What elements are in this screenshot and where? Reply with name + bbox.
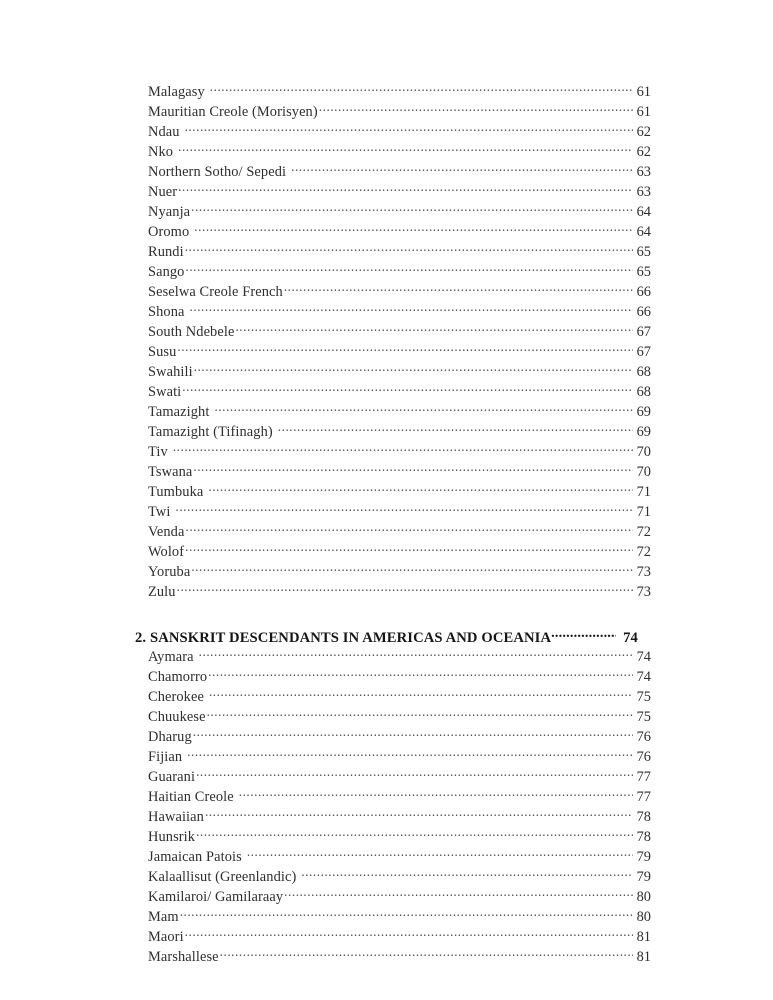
- page-number: 62: [636, 144, 651, 160]
- entry-title: Chamorro: [148, 669, 208, 685]
- toc-entry[interactable]: [135, 482, 651, 502]
- dot-leader: [319, 102, 633, 116]
- dot-leader: [194, 222, 633, 236]
- toc-entry[interactable]: [135, 522, 651, 542]
- entry-title: Tumbuka: [148, 484, 204, 500]
- page-number: 81: [636, 949, 651, 965]
- toc-entry[interactable]: [135, 707, 651, 727]
- toc-entry[interactable]: [135, 442, 651, 462]
- dot-leader: [239, 787, 633, 801]
- entry-title: Yoruba: [148, 564, 191, 580]
- page-number: 77: [636, 769, 651, 785]
- toc-entry[interactable]: [135, 422, 651, 442]
- dot-leader: [180, 907, 633, 921]
- dot-leader: [185, 262, 633, 276]
- dot-leader: [301, 867, 633, 881]
- toc-entry[interactable]: [135, 502, 651, 522]
- dot-leader: [173, 442, 633, 456]
- entry-title: Fijian: [148, 749, 183, 765]
- page-number: 72: [636, 524, 651, 540]
- dot-leader: [205, 807, 633, 821]
- page-number: 63: [636, 184, 651, 200]
- dot-leader: [185, 242, 633, 256]
- toc-entry[interactable]: [135, 927, 651, 947]
- entry-title: Mam: [148, 909, 179, 925]
- toc-entry[interactable]: [135, 867, 651, 887]
- entry-title: Oromo: [148, 224, 190, 240]
- page-number: 65: [636, 264, 651, 280]
- page-number: 61: [636, 84, 651, 100]
- toc-entry[interactable]: [135, 262, 651, 282]
- dot-leader: [185, 542, 633, 556]
- dot-leader: [177, 342, 633, 356]
- toc-entry[interactable]: [135, 687, 651, 707]
- entry-title: Swati: [148, 384, 182, 400]
- toc-entry[interactable]: [135, 362, 651, 382]
- page-number: 69: [636, 404, 651, 420]
- page-number: 71: [636, 504, 651, 520]
- toc-entry[interactable]: [135, 907, 651, 927]
- dot-leader: [278, 422, 633, 436]
- toc-entry[interactable]: [135, 402, 651, 422]
- entry-title: Maori: [148, 929, 184, 945]
- toc-section-heading[interactable]: [135, 627, 638, 647]
- dot-leader: [284, 887, 633, 901]
- toc-entry[interactable]: [135, 667, 651, 687]
- page-number: 73: [636, 564, 651, 580]
- entry-title: Tswana: [148, 464, 193, 480]
- entry-title: Chuukese: [148, 709, 206, 725]
- dot-leader: [178, 182, 633, 196]
- entry-title: Hawaiian: [148, 809, 204, 825]
- page-number: 64: [636, 204, 651, 220]
- dot-leader: [214, 402, 633, 416]
- dot-leader: [284, 282, 633, 296]
- toc-entry[interactable]: [135, 747, 651, 767]
- entry-title: Wolof: [148, 544, 185, 560]
- entry-title: Susu: [148, 344, 177, 360]
- toc-entry[interactable]: [135, 767, 651, 787]
- page-number: 78: [636, 809, 651, 825]
- entry-title: Shona: [148, 304, 185, 320]
- entry-title: Sango: [148, 264, 185, 280]
- toc-entry[interactable]: [135, 827, 651, 847]
- entry-title: Guarani: [148, 769, 196, 785]
- entry-title: Twi: [148, 504, 171, 520]
- entry-title: Swahili: [148, 364, 193, 380]
- toc-entry[interactable]: [135, 222, 651, 242]
- toc-entry[interactable]: [135, 122, 651, 142]
- page-number: 67: [636, 344, 651, 360]
- toc-entry[interactable]: [135, 582, 651, 602]
- dot-leader: [175, 502, 633, 516]
- page-number: 61: [636, 104, 651, 120]
- toc-entry[interactable]: [135, 807, 651, 827]
- toc-entry[interactable]: [135, 302, 651, 322]
- page-number: 74: [623, 630, 638, 646]
- entry-title: South Ndebele: [148, 324, 235, 340]
- page-number: 74: [636, 649, 651, 665]
- toc-entry[interactable]: [135, 887, 651, 907]
- page-number: 75: [636, 689, 651, 705]
- dot-leader: [178, 142, 633, 156]
- entry-title: Northern Sotho/ Sepedi: [148, 164, 287, 180]
- toc-entry[interactable]: [135, 142, 651, 162]
- page-number: 73: [636, 584, 651, 600]
- entry-title: Aymara: [148, 649, 194, 665]
- toc-entry[interactable]: [135, 947, 651, 967]
- page-number: 72: [636, 544, 651, 560]
- page-number: 66: [636, 284, 651, 300]
- dot-leader: [194, 362, 633, 376]
- dot-leader: [220, 947, 633, 961]
- page-number: 70: [636, 464, 651, 480]
- dot-leader: [185, 122, 633, 136]
- page-number: 81: [636, 929, 651, 945]
- dot-leader: [193, 462, 633, 476]
- table-of-contents: [135, 82, 651, 967]
- toc-entry[interactable]: [135, 382, 651, 402]
- dot-leader: [210, 82, 633, 96]
- toc-entry[interactable]: [135, 342, 651, 362]
- page-number: 68: [636, 384, 651, 400]
- page-number: 75: [636, 709, 651, 725]
- page-number: 76: [636, 749, 651, 765]
- page-number: 69: [636, 424, 651, 440]
- page-number: 79: [636, 869, 651, 885]
- entry-title: Dharug: [148, 729, 192, 745]
- section-heading-title: 2. SANSKRIT DESCENDANTS IN AMERICAS AND OCEANIA: [135, 630, 552, 646]
- entry-title: Marshallese: [148, 949, 219, 965]
- dot-leader: [185, 522, 633, 536]
- toc-entry[interactable]: [135, 102, 651, 122]
- dot-leader: [193, 727, 633, 741]
- entry-title: Nuer: [148, 184, 178, 200]
- dot-leader: [177, 582, 633, 596]
- toc-entry[interactable]: [135, 542, 651, 562]
- toc-entry[interactable]: [135, 202, 651, 222]
- page-number: 78: [636, 829, 651, 845]
- dot-leader: [291, 162, 633, 176]
- entry-title: Kalaallisut (Greenlandic): [148, 869, 297, 885]
- dot-leader: [191, 202, 633, 216]
- page-number: 74: [636, 669, 651, 685]
- entry-title: Zulu: [148, 584, 176, 600]
- entry-title: Kamilaroi/ Gamilaraay: [148, 889, 284, 905]
- entry-title: Mauritian Creole (Morisyen): [148, 104, 318, 120]
- toc-entry[interactable]: [135, 82, 651, 102]
- page-number: 63: [636, 164, 651, 180]
- dot-leader: [207, 707, 633, 721]
- dot-leader: [187, 747, 633, 761]
- toc-entry[interactable]: [135, 242, 651, 262]
- toc-entry[interactable]: [135, 282, 651, 302]
- toc-entry[interactable]: [135, 727, 651, 747]
- page-number: 71: [636, 484, 651, 500]
- page-number: 80: [636, 909, 651, 925]
- page-number: 79: [636, 849, 651, 865]
- toc-entry[interactable]: [135, 562, 651, 582]
- dot-leader: [196, 767, 633, 781]
- dot-leader: [199, 647, 633, 661]
- toc-entry[interactable]: [135, 787, 651, 807]
- dot-leader: [191, 562, 633, 576]
- toc-entry[interactable]: [135, 647, 651, 667]
- entry-title: Rundi: [148, 244, 184, 260]
- page-number: 66: [636, 304, 651, 320]
- toc-entry[interactable]: [135, 462, 651, 482]
- page-number: 80: [636, 889, 651, 905]
- dot-leader: [189, 302, 633, 316]
- toc-entry[interactable]: [135, 847, 651, 867]
- entry-title: Seselwa Creole French: [148, 284, 283, 300]
- page-number: 62: [636, 124, 651, 140]
- entry-title: Cherokee: [148, 689, 204, 705]
- entry-title: Malagasy: [148, 84, 205, 100]
- dot-leader: [208, 482, 633, 496]
- page-number: 67: [636, 324, 651, 340]
- entry-title: Hunsrik: [148, 829, 196, 845]
- dot-leader: [209, 687, 633, 701]
- dot-leader: [185, 927, 633, 941]
- entry-title: Tamazight: [148, 404, 210, 420]
- page-number: 68: [636, 364, 651, 380]
- page-number: 76: [636, 729, 651, 745]
- dot-leader: [235, 322, 633, 336]
- page-number: 70: [636, 444, 651, 460]
- entry-title: Ndau: [148, 124, 180, 140]
- toc-entry[interactable]: [135, 162, 651, 182]
- page-number: 64: [636, 224, 651, 240]
- dot-leader: [196, 827, 633, 841]
- dot-leader: [182, 382, 633, 396]
- entry-title: Tiv: [148, 444, 168, 460]
- entry-title: Jamaican Patois: [148, 849, 242, 865]
- dot-leader: [551, 627, 616, 642]
- entry-title: Venda: [148, 524, 185, 540]
- page-number: 77: [636, 789, 651, 805]
- entry-title: Haitian Creole: [148, 789, 234, 805]
- page-number: 65: [636, 244, 651, 260]
- entry-title: Tamazight (Tifinagh): [148, 424, 273, 440]
- dot-leader: [247, 847, 633, 861]
- toc-entry[interactable]: [135, 182, 651, 202]
- toc-entry[interactable]: [135, 322, 651, 342]
- entry-title: Nyanja: [148, 204, 191, 220]
- dot-leader: [208, 667, 633, 681]
- entry-title: Nko: [148, 144, 174, 160]
